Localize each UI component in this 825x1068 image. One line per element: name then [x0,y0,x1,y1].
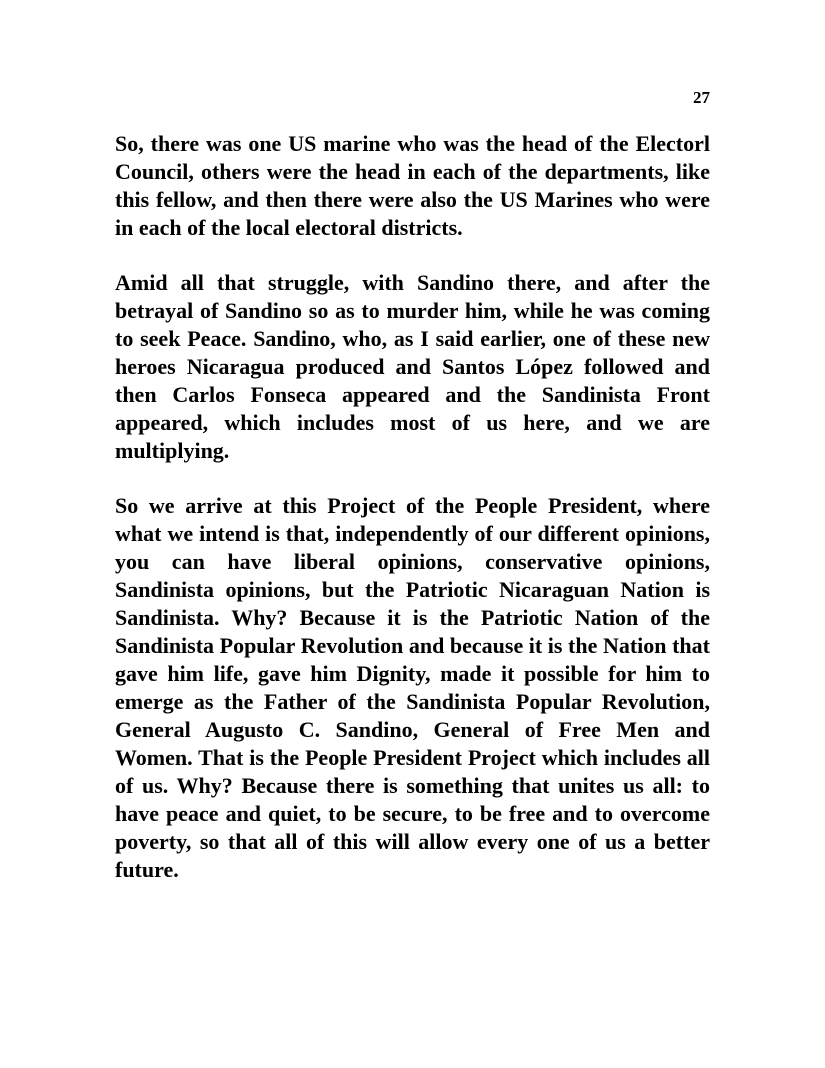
paragraph-1: So, there was one US marine who was the head of the Electorl Council, others were the head in each of the departments, like this fellow, and then there were also the US Marines who were in each of the local electoral districts. [115,131,710,240]
paragraph-2: Amid all that struggle, with Sandino there, and after the betrayal of Sandino so as to murder him, while he was coming to seek Peace. Sandino, who, as I said earlier, one of these new heroes Nicaragua produced and Santos López followed and then Carlos Fonseca appeared and the Sandinista Front appeared, which includes most of us here, and we are multiplying. [115,270,710,463]
page-number: 27 [693,88,710,107]
body-text [115,130,710,884]
paragraph-3: So we arrive at this Project of the People President, where what we intend is that, independently of our different opinions, you can have liberal opinions, conservative opinions, Sandinista opinions, but the Patriotic Nicaraguan Nation is Sandinista. Why? Because it is the Patriotic Nation of the Sandinista Popular Revolution and because it is the Nation that gave him life, gave him Dignity, made it possible for him to emerge as the Father of the Sandinista Popular Revolution, General Augusto C. Sandino, General of Free Men and Women. That is the People President Project which includes all of us. Why? Because there is something that unites us all: to have peace and quiet, to be secure, to be free and to overcome poverty, so that all of this will allow every one of us a better future. [115,493,710,882]
